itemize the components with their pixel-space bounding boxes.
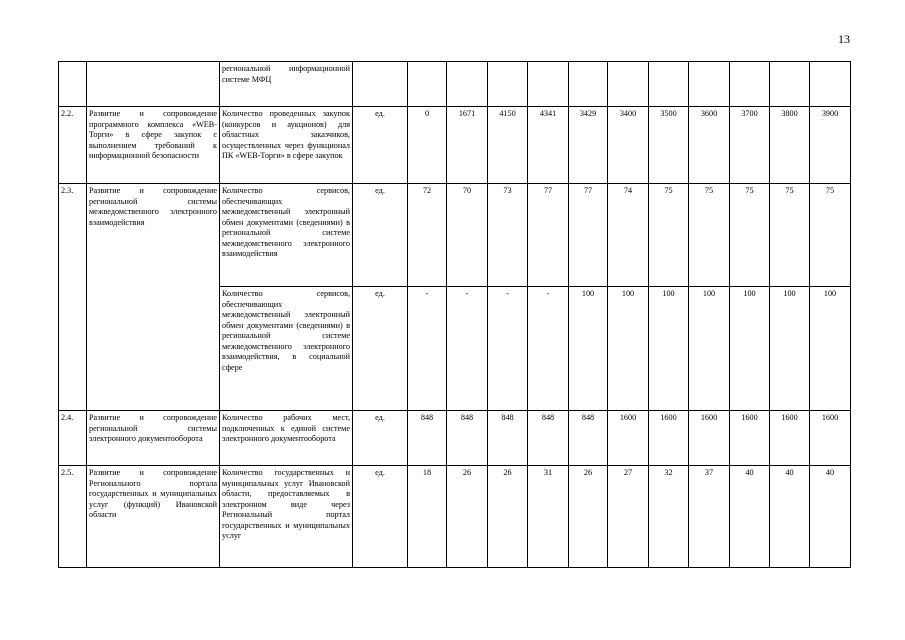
- indicator-cell: Количество государственных и муниципальных услуг Ивановской области, предоставляемых в электронном виде через Региональный портал государственных и муниципальных услуг: [220, 466, 353, 568]
- unit-cell: ед.: [353, 466, 408, 568]
- value-cell: 100: [730, 287, 770, 411]
- value-cell: 3429: [569, 107, 608, 184]
- value-cell: 848: [569, 411, 608, 466]
- value-cell: 0: [408, 107, 447, 184]
- value-cell: 3500: [649, 107, 689, 184]
- value-cell: 75: [730, 184, 770, 287]
- unit-cell: ед.: [353, 411, 408, 466]
- unit-cell: ед.: [353, 287, 408, 411]
- value-cell: 3900: [810, 107, 851, 184]
- value-cell: 1600: [649, 411, 689, 466]
- value-cell: -: [488, 287, 528, 411]
- value-cell: 100: [608, 287, 649, 411]
- indicator-cell: Количество сервисов, обеспечивающих межведомственный электронный обмен документами (сведениями) в региональной системе межведомственного электронного взаимодействия: [220, 184, 353, 287]
- table-row: [59, 411, 851, 466]
- row-number-cell: [59, 62, 87, 107]
- value-cell: 848: [528, 411, 569, 466]
- value-cell: 1600: [608, 411, 649, 466]
- value-cell: 1671: [447, 107, 488, 184]
- value-cell: [528, 62, 569, 107]
- value-cell: 4150: [488, 107, 528, 184]
- value-cell: 70: [447, 184, 488, 287]
- value-cell: [447, 62, 488, 107]
- value-cell: 37: [689, 466, 730, 568]
- value-cell: 848: [408, 411, 447, 466]
- value-cell: 74: [608, 184, 649, 287]
- value-cell: [569, 62, 608, 107]
- value-cell: 26: [569, 466, 608, 568]
- activity-cell: [87, 62, 220, 107]
- value-cell: [408, 62, 447, 107]
- value-cell: -: [408, 287, 447, 411]
- value-cell: 75: [689, 184, 730, 287]
- value-cell: 75: [649, 184, 689, 287]
- activity-cell: Развитие и сопровождение Регионального портала государственных и муниципальных услуг (функций) Ивановской области: [87, 466, 220, 568]
- row-number-cell: 2.2.: [59, 107, 87, 184]
- table-row: [59, 62, 851, 107]
- value-cell: [770, 62, 810, 107]
- row-number-cell: 2.4.: [59, 411, 87, 466]
- activity-cell: Развитие и сопровождение региональной системы электронного документооборота: [87, 411, 220, 466]
- unit-cell: ед.: [353, 107, 408, 184]
- value-cell: [810, 62, 851, 107]
- table-row: [59, 466, 851, 568]
- value-cell: 848: [447, 411, 488, 466]
- value-cell: 40: [770, 466, 810, 568]
- unit-cell: [353, 62, 408, 107]
- value-cell: 26: [488, 466, 528, 568]
- row-number-cell: 2.5.: [59, 466, 87, 568]
- indicator-cell: региональной информационной системе МФЦ: [220, 62, 353, 107]
- unit-cell: ед.: [353, 184, 408, 287]
- row-number-cell: 2.3.: [59, 184, 87, 411]
- value-cell: 4341: [528, 107, 569, 184]
- value-cell: 27: [608, 466, 649, 568]
- value-cell: 100: [689, 287, 730, 411]
- value-cell: 32: [649, 466, 689, 568]
- value-cell: 26: [447, 466, 488, 568]
- value-cell: 40: [730, 466, 770, 568]
- value-cell: 1600: [770, 411, 810, 466]
- value-cell: [689, 62, 730, 107]
- value-cell: 3400: [608, 107, 649, 184]
- value-cell: [488, 62, 528, 107]
- value-cell: -: [528, 287, 569, 411]
- value-cell: 72: [408, 184, 447, 287]
- page-number: 13: [838, 32, 850, 46]
- activity-cell: Развитие и сопровождение региональной системы межведомственного электронного взаимодействия: [87, 184, 220, 411]
- value-cell: 31: [528, 466, 569, 568]
- indicator-cell: Количество проведенных закупок (конкурсов и аукционов) для областных заказчиков, осуществленных через функционал ПК «WEB-Торги» в сфере закупок: [220, 107, 353, 184]
- value-cell: 100: [649, 287, 689, 411]
- value-cell: 77: [528, 184, 569, 287]
- value-cell: 100: [810, 287, 851, 411]
- value-cell: 3800: [770, 107, 810, 184]
- value-cell: 1600: [689, 411, 730, 466]
- value-cell: 77: [569, 184, 608, 287]
- table-row: [59, 184, 851, 287]
- value-cell: 75: [770, 184, 810, 287]
- table-row: [59, 107, 851, 184]
- value-cell: 40: [810, 466, 851, 568]
- indicators-table: [58, 61, 851, 568]
- value-cell: 3700: [730, 107, 770, 184]
- value-cell: 73: [488, 184, 528, 287]
- value-cell: 1600: [730, 411, 770, 466]
- value-cell: 3600: [689, 107, 730, 184]
- activity-cell: Развитие и сопровождение программного комплекса «WEB-Торги» в сфере закупок с выполнением требований к информационной безопасности: [87, 107, 220, 184]
- value-cell: 100: [569, 287, 608, 411]
- value-cell: 848: [488, 411, 528, 466]
- value-cell: [608, 62, 649, 107]
- value-cell: 1600: [810, 411, 851, 466]
- indicator-cell: Количество сервисов, обеспечивающих межведомственный электронный обмен документами (сведениями) в региональной системе межведомственного электронного взаимодействия, в социальной сфере: [220, 287, 353, 411]
- value-cell: 100: [770, 287, 810, 411]
- value-cell: [649, 62, 689, 107]
- value-cell: -: [447, 287, 488, 411]
- value-cell: 18: [408, 466, 447, 568]
- value-cell: 75: [810, 184, 851, 287]
- indicator-cell: Количество рабочих мест, подключенных к единой системе электронного документооборота: [220, 411, 353, 466]
- value-cell: [730, 62, 770, 107]
